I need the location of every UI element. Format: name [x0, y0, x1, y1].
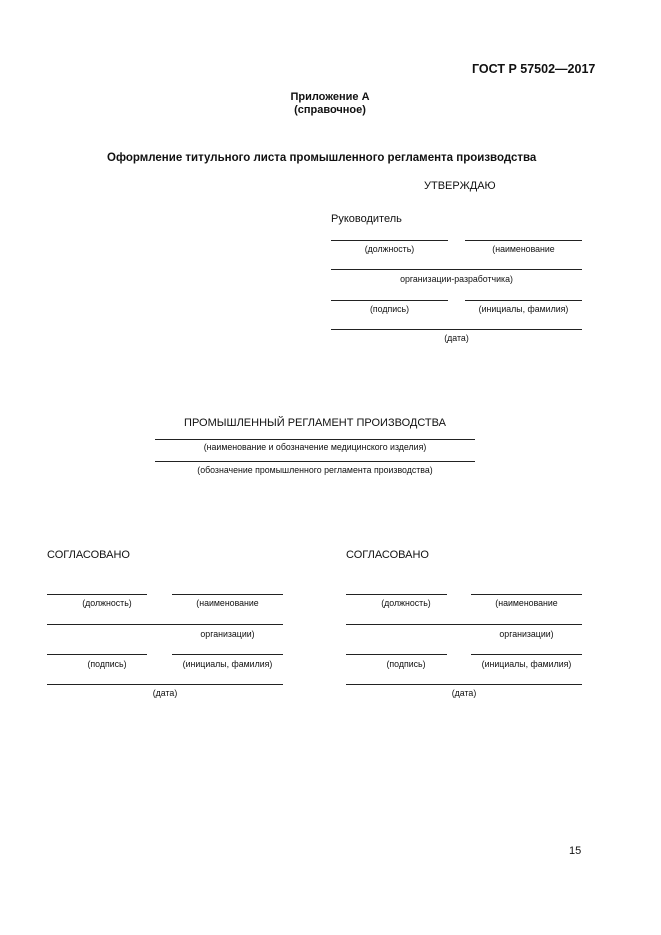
agreed-right-position-line	[346, 594, 447, 595]
agreed-right-name-line	[471, 594, 582, 595]
agreed-left-date-caption: (дата)	[152, 688, 178, 698]
agreed-left-org-line	[47, 624, 283, 625]
standard-number: ГОСТ Р 57502—2017	[472, 62, 596, 76]
annex-title: Приложение А	[290, 91, 370, 103]
approve-label: УТВЕРЖДАЮ	[424, 180, 496, 192]
agreed-right-signature-line	[346, 654, 447, 655]
section-title: Оформление титульного листа промышленного регламента производства	[107, 152, 537, 164]
agreed-right-position-caption: (должность)	[381, 598, 431, 608]
agreed-left-name-line	[172, 594, 283, 595]
agreed-right-org-line	[346, 624, 582, 625]
approve-initials-caption: (инициалы, фамилия)	[478, 304, 569, 314]
approve-name-line	[465, 240, 582, 241]
document-title: ПРОМЫШЛЕННЫЙ РЕГЛАМЕНТ ПРОИЗВОДСТВА	[184, 417, 446, 429]
agreed-right-name-caption: (наименование	[495, 598, 558, 608]
approve-role: Руководитель	[331, 213, 402, 225]
product-line	[155, 439, 475, 440]
agreed-left-date-line	[47, 684, 283, 685]
approve-name-caption: (наименование	[492, 244, 555, 254]
approve-signature-line	[331, 300, 448, 301]
designation-line	[155, 461, 475, 462]
agreed-right-org-caption: организации)	[499, 629, 554, 639]
page-number: 15	[569, 845, 582, 857]
approve-initials-line	[465, 300, 582, 301]
approve-position-line	[331, 240, 448, 241]
agreed-left-initials-line	[172, 654, 283, 655]
approve-date-caption: (дата)	[444, 333, 469, 343]
approve-org-line	[331, 269, 582, 270]
agreed-right-date-caption: (дата)	[451, 688, 477, 698]
agreed-right-initials-line	[471, 654, 582, 655]
agreed-left-name-caption: (наименование	[196, 598, 259, 608]
agreed-left-label: СОГЛАСОВАНО	[47, 549, 130, 561]
agreed-right-initials-caption: (инициалы, фамилия)	[481, 659, 572, 669]
agreed-left-initials-caption: (инициалы, фамилия)	[182, 659, 273, 669]
agreed-right-label: СОГЛАСОВАНО	[346, 549, 429, 561]
agreed-right-signature-caption: (подпись)	[386, 659, 426, 669]
agreed-left-position-line	[47, 594, 147, 595]
approve-position-caption: (должность)	[364, 244, 415, 254]
agreed-left-org-caption: организации)	[200, 629, 255, 639]
agreed-left-signature-line	[47, 654, 147, 655]
approve-date-line	[331, 329, 582, 330]
approve-org-caption: организации-разработчика)	[400, 274, 513, 284]
annex-subtitle: (справочное)	[294, 104, 366, 116]
agreed-left-signature-caption: (подпись)	[87, 659, 127, 669]
designation-caption: (обозначение промышленного регламента производства)	[197, 465, 433, 475]
agreed-right-date-line	[346, 684, 582, 685]
approve-signature-caption: (подпись)	[369, 304, 410, 314]
product-caption: (наименование и обозначение медицинского изделия)	[203, 442, 427, 452]
agreed-left-position-caption: (должность)	[82, 598, 132, 608]
